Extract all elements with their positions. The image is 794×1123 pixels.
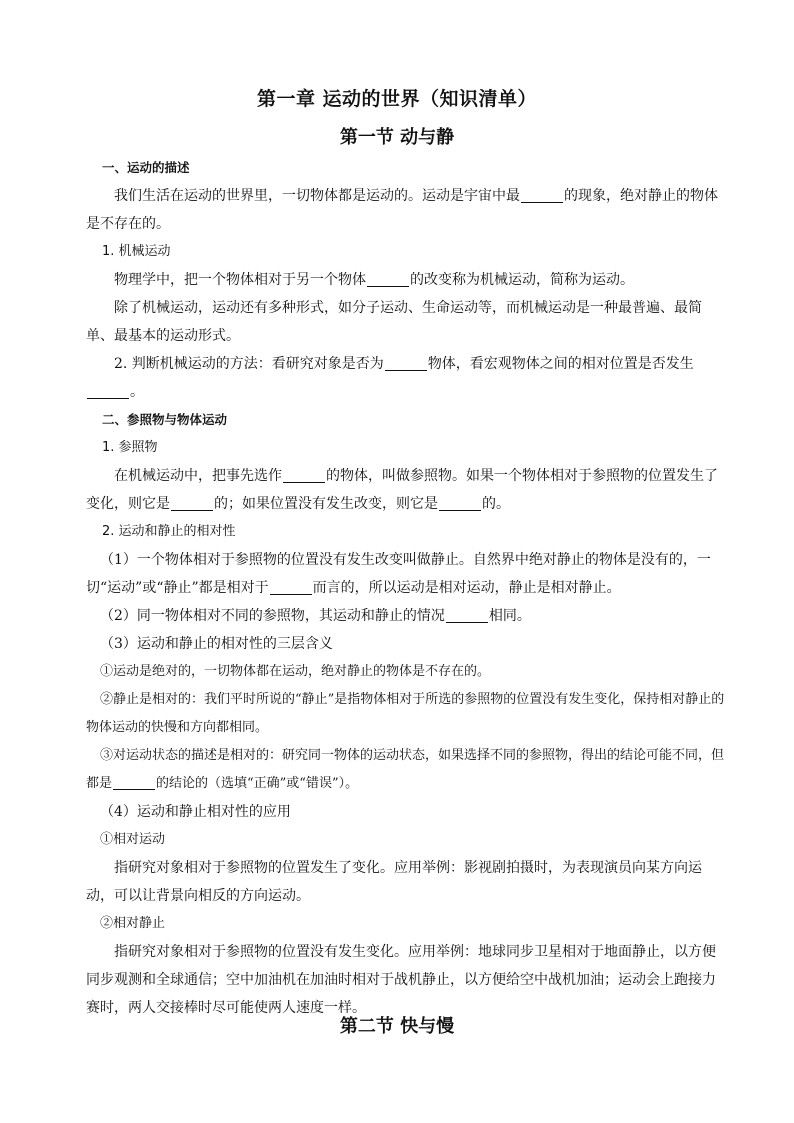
paragraph-relative-description: ③对运动状态的描述是相对的：研究同一物体的运动状态，如果选择不同的参照物，得出的结论可能不同，但都是 的结论的（选填“正确”或“错误”）。	[86, 748, 725, 791]
paragraph-relativity-2: （2）同一物体相对不同的参照物，其运动和静止的情况 相同。	[100, 608, 531, 624]
heading-motion-description: 一、运动的描述	[102, 160, 190, 175]
fill-blank[interactable]	[113, 773, 155, 790]
fill-blank[interactable]	[439, 494, 481, 511]
document-body	[86, 154, 726, 1022]
fill-blank[interactable]	[367, 270, 409, 287]
paragraph-relativity-1: （1）一个物体相对于参照物的位置没有发生改变叫做静止。自然界中绝对静止的物体是没有的，一切“运动”或“静止”都是相对于 而言的，所以运动是相对运动，静止是相对静止。	[86, 552, 711, 596]
subheading-reference: 1. 参照物	[102, 440, 158, 455]
paragraph-motion-intro: 我们生活在运动的世界里，一切物体都是运动的。运动是宇宙中最 的现象，绝对静止的物体是不存在的。	[86, 188, 718, 232]
paragraph-reference-def: 在机械运动中，把事先选作 的物体，叫做参照物。如果一个物体相对于参照物的位置发生了变化，则它是 的；如果位置没有发生改变，则它是 的。	[86, 468, 718, 512]
subitem-relative-motion: ①相对运动	[100, 832, 166, 847]
fill-blank[interactable]	[446, 606, 488, 623]
fill-blank[interactable]	[521, 186, 563, 203]
chapter-title: 第一章 运动的世界（知识清单）	[256, 88, 538, 110]
fill-blank[interactable]	[385, 354, 427, 371]
paragraph-relativity-4: （4）运动和静止相对性的应用	[100, 804, 291, 820]
paragraph-judge-method: 2. 判断机械运动的方法：看研究对象是否为 物体，看宏观物体之间的相对位置是否发生。	[86, 350, 726, 406]
fill-blank[interactable]	[283, 466, 325, 483]
fill-blank[interactable]	[87, 382, 129, 399]
fill-blank[interactable]	[270, 578, 312, 595]
paragraph-motion-forms: 除了机械运动，运动还有多种形式，如分子运动、生命运动等，而机械运动是一种最普遍、最简单、最基本的运动形式。	[86, 300, 702, 344]
subheading-relativity: 2. 运动和静止的相对性	[102, 524, 236, 539]
subitem-relative-rest: ②相对静止	[100, 916, 166, 931]
paragraph-absolute-motion: ①运动是绝对的，一切物体都在运动，绝对静止的物体是不存在的。	[100, 664, 491, 679]
section-title-2: 第二节 快与慢	[339, 1016, 455, 1037]
paragraph-relative-motion: 指研究对象相对于参照物的位置发生了变化。应用举例：影视剧拍摄时，为表现演员向某方向运动，可以让背景向相反的方向运动。	[86, 860, 702, 904]
paragraph-relativity-3: （3）运动和静止的相对性的三层含义	[100, 636, 333, 652]
paragraph-mechanical-def: 物理学中，把一个物体相对于另一个物体 的改变称为机械运动，简称为运动。	[114, 272, 634, 288]
paragraph-relative-rest: ②静止是相对的：我们平时所说的“静止”是指物体相对于所选的参照物的位置没有发生变化，保持相对静止的物体运动的快慢和方向都相同。	[86, 692, 725, 735]
subheading-mechanical-motion: 1. 机械运动	[102, 244, 171, 259]
paragraph-relative-rest-apps: 指研究对象相对于参照物的位置没有发生变化。应用举例：地球同步卫星相对于地面静止，以方便同步观测和全球通信；空中加油机在加油时相对于战机静止，以方便给空中战机加油；运动会上跑接力赛时，两人交接棒时尽可能使两人速度一样。	[86, 944, 716, 1016]
heading-reference-object: 二、参照物与物体运动	[102, 412, 228, 427]
section-title-1: 第一节 动与静	[339, 127, 455, 148]
fill-blank[interactable]	[171, 494, 213, 511]
